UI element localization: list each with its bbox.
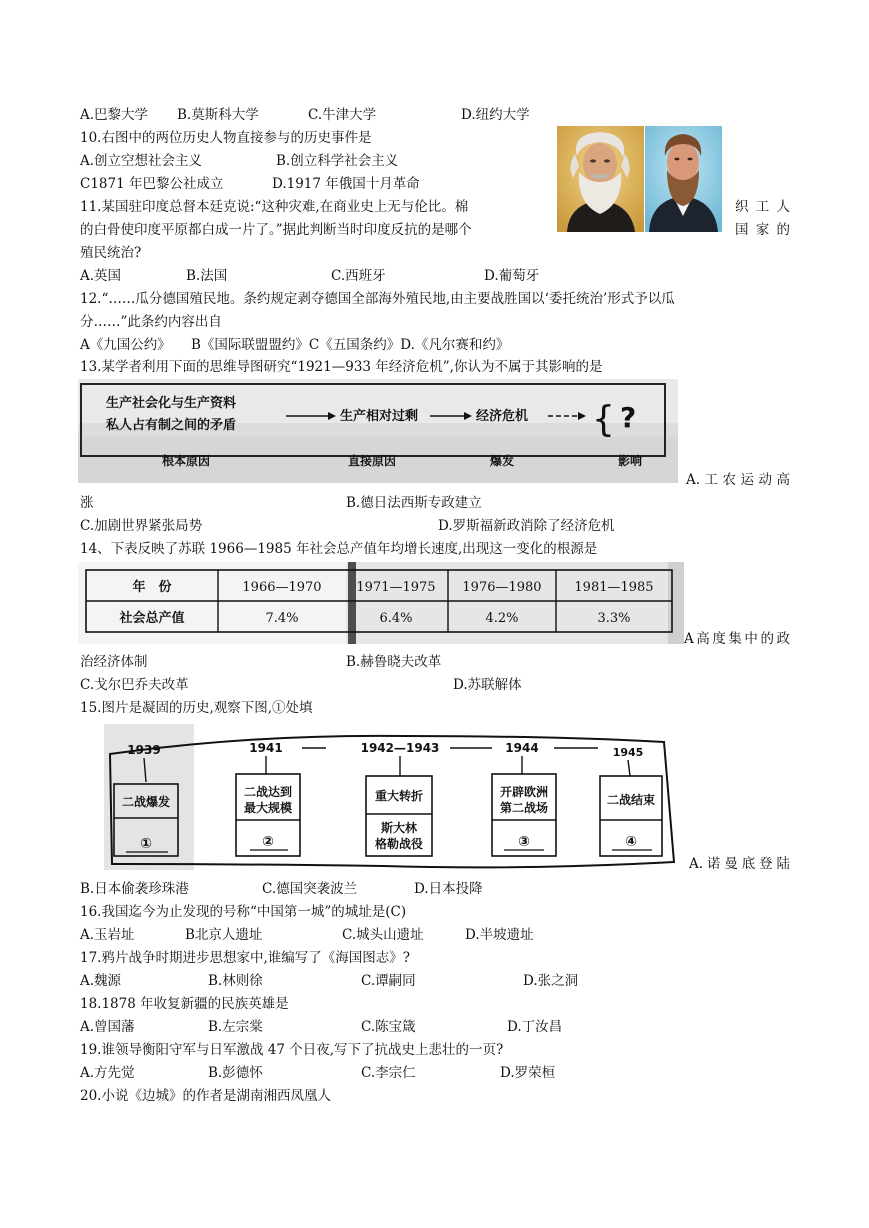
q18-option-b: B.左宗棠 [208,1019,263,1035]
timeline-event-1944-b: 第二战场 [499,801,549,815]
q13-option-a-head: A.工农运动高 [686,472,790,488]
q17-option-d: D.张之洞 [523,973,579,989]
q14-option-a-tail: 治经济体制 [80,654,148,670]
mindmap-brace: { [592,399,615,440]
timeline-blank-1: ① [140,836,152,852]
q15-ww2-timeline-figure [104,724,680,870]
q16-option-b: B北京人遗址 [185,927,263,943]
q11-line1: 11.某国驻印度总督本廷克说:“这种灾难,在商业史上无与伦比。棉 [80,199,469,215]
table-header-year: 年 份 [132,580,172,595]
q13-stem: 13.某学者利用下面的思维导图研究“1921—933 年经济危机”,你认为不属于其影响的是 [80,359,603,375]
q10-stem: 10.右图中的两位历史人物直接参与的历史事件是 [80,130,372,146]
q11-line2-tail: 国家的 [735,222,790,238]
q10-option-a: A.创立空想社会主义 [80,153,203,169]
q20-stem: 20.小说《边城》的作者是湖南湘西凤凰人 [80,1088,331,1104]
q11-line1-tail: 织工人 [735,199,790,215]
timeline-sub-1942-a: 斯大林 [380,821,418,835]
timeline-sub-1942-b: 格勒战役 [374,837,424,851]
q12-line1: 12.“……瓜分德国殖民地。条约规定剥夺德国全部海外殖民地,由主要战胜国以‘委托统治’形式予以瓜 [80,291,675,307]
q11-option-b: B.法国 [186,268,228,284]
timeline-event-1944-a: 开辟欧洲 [499,785,549,799]
table-header-1971: 1971—1975 [356,580,436,595]
q19-stem: 19.谁领导衡阳守军与日军激战 47 个日夜,写下了抗战史上悲壮的一页? [80,1042,504,1058]
q16-stem: 16.我国迄今为止发现的号称“中国第一城”的城址是(C) [80,904,407,920]
timeline-event-1941-b: 最大规模 [243,801,293,815]
timeline-event-1942: 重大转折 [374,789,424,803]
q13-option-b: B.德日法西斯专政建立 [346,495,482,511]
q19-option-c: C.李宗仁 [361,1065,416,1081]
q19-option-d: D.罗荣桓 [500,1065,556,1081]
q14-stem: 14、下表反映了苏联 1966—1985 年社会总产值年均增长速度,出现这一变化的根源是 [80,541,598,557]
table-cell-1976: 4.2% [485,611,519,626]
timeline-event-1939: 二战爆发 [121,795,171,809]
timeline-year-1942-1943: 1942—1943 [360,741,440,755]
q11-line3: 殖民统治? [80,245,142,261]
q10-option-b: B.创立科学社会主义 [276,153,399,169]
q18-stem: 18.1878 年收复新疆的民族英雄是 [80,996,289,1012]
table-cell-1981: 3.3% [597,611,631,626]
q10-option-d: D.1917 年俄国十月革命 [272,176,420,192]
q14-option-a-head: A高度集中的政 [684,631,790,647]
q17-stem: 17.鸦片战争时期进步思想家中,谁编写了《海国图志》? [80,950,410,966]
q11-option-a: A.英国 [80,268,122,284]
q19-option-a: A.方先觉 [80,1065,135,1081]
q9-option-d: D.纽约大学 [461,107,530,123]
timeline-event-1941-a: 二战达到 [243,785,293,799]
q18-option-d: D.丁汝昌 [507,1019,563,1035]
q17-option-b: B.林则徐 [208,973,263,989]
q15-option-a: A.诺曼底登陆 [689,856,790,872]
timeline-event-1945: 二战结束 [606,793,656,807]
q11-line2: 的白骨使印度平原都白成一片了。”据此判断当时印度反抗的是哪个 [80,222,472,238]
timeline-blank-4: ④ [625,834,637,850]
q14-option-b: B.赫鲁晓夫改革 [346,654,442,670]
mindmap-label-root-cause: 根本原因 [162,454,211,468]
q12-line2: 分……”此条约内容出自 [80,314,222,330]
q16-option-a: A.玉岩址 [80,927,135,943]
mindmap-node-contradiction-1: 生产社会化与生产资料 [106,396,237,411]
mindmap-node-crisis: 经济危机 [476,409,529,424]
engels-portrait-image [645,126,722,232]
q16-option-d: D.半坡遗址 [465,927,534,943]
q15-option-c: C.德国突袭波兰 [262,881,358,897]
table-header-1981: 1981—1985 [574,580,654,595]
timeline-year-1939: 1939 [127,743,161,757]
table-header-1966: 1966—1970 [242,580,322,595]
q13-option-c: C.加剧世界紧张局势 [80,518,203,534]
mindmap-label-direct-cause: 直接原因 [348,454,397,468]
table-header-1976: 1976—1980 [462,580,542,595]
timeline-blank-3: ③ [518,834,530,850]
timeline-year-1941: 1941 [249,741,283,755]
mindmap-label-outbreak: 爆发 [490,454,515,468]
q16-option-c: C.城头山遗址 [342,927,424,943]
table-cell-1966: 7.4% [265,611,299,626]
q14-option-c: C.戈尔巴乔夫改革 [80,677,189,693]
q15-stem: 15.图片是凝固的历史,观察下图,①处填 [80,700,313,716]
q11-option-d: D.葡萄牙 [484,268,540,284]
timeline-year-1944: 1944 [505,741,539,755]
q17-option-c: C.谭嗣同 [361,973,416,989]
table-row-label: 社会总产值 [119,611,185,626]
q13-option-a-tail: 涨 [80,495,94,511]
q18-option-a: A.曾国藩 [80,1019,135,1035]
q9-option-a: A.巴黎大学 [80,107,149,123]
marx-portrait-image [557,126,644,232]
timeline-blank-2: ② [262,834,274,850]
q14-option-d: D.苏联解体 [453,677,522,693]
q9-option-b: B.莫斯科大学 [177,107,259,123]
q10-option-c: C1871 年巴黎公社成立 [80,176,224,192]
q9-option-c: C.牛津大学 [308,107,377,123]
q18-option-c: C.陈宝箴 [361,1019,416,1035]
q13-option-d: D.罗斯福新政消除了经济危机 [438,518,615,534]
q17-option-a: A.魏源 [80,973,122,989]
q13-mind-map-figure [78,379,678,483]
q12-options: A《九国公约》 B《国际联盟盟约》C《五国条约》D.《凡尔赛和约》 [80,337,510,353]
mindmap-question-mark: ? [620,401,637,434]
mindmap-node-contradiction-2: 私人占有制之间的矛盾 [106,418,237,433]
mindmap-node-overproduction: 生产相对过剩 [340,409,419,424]
q15-option-b: B.日本偷袭珍珠港 [80,881,189,897]
table-cell-1971: 6.4% [379,611,413,626]
q19-option-b: B.彭德怀 [208,1065,263,1081]
q14-gdp-growth-table [78,562,684,644]
q11-option-c: C.西班牙 [331,268,386,284]
timeline-year-1945: 1945 [612,746,644,759]
mindmap-label-impact: 影响 [618,454,643,468]
q15-option-d: D.日本投降 [414,881,483,897]
